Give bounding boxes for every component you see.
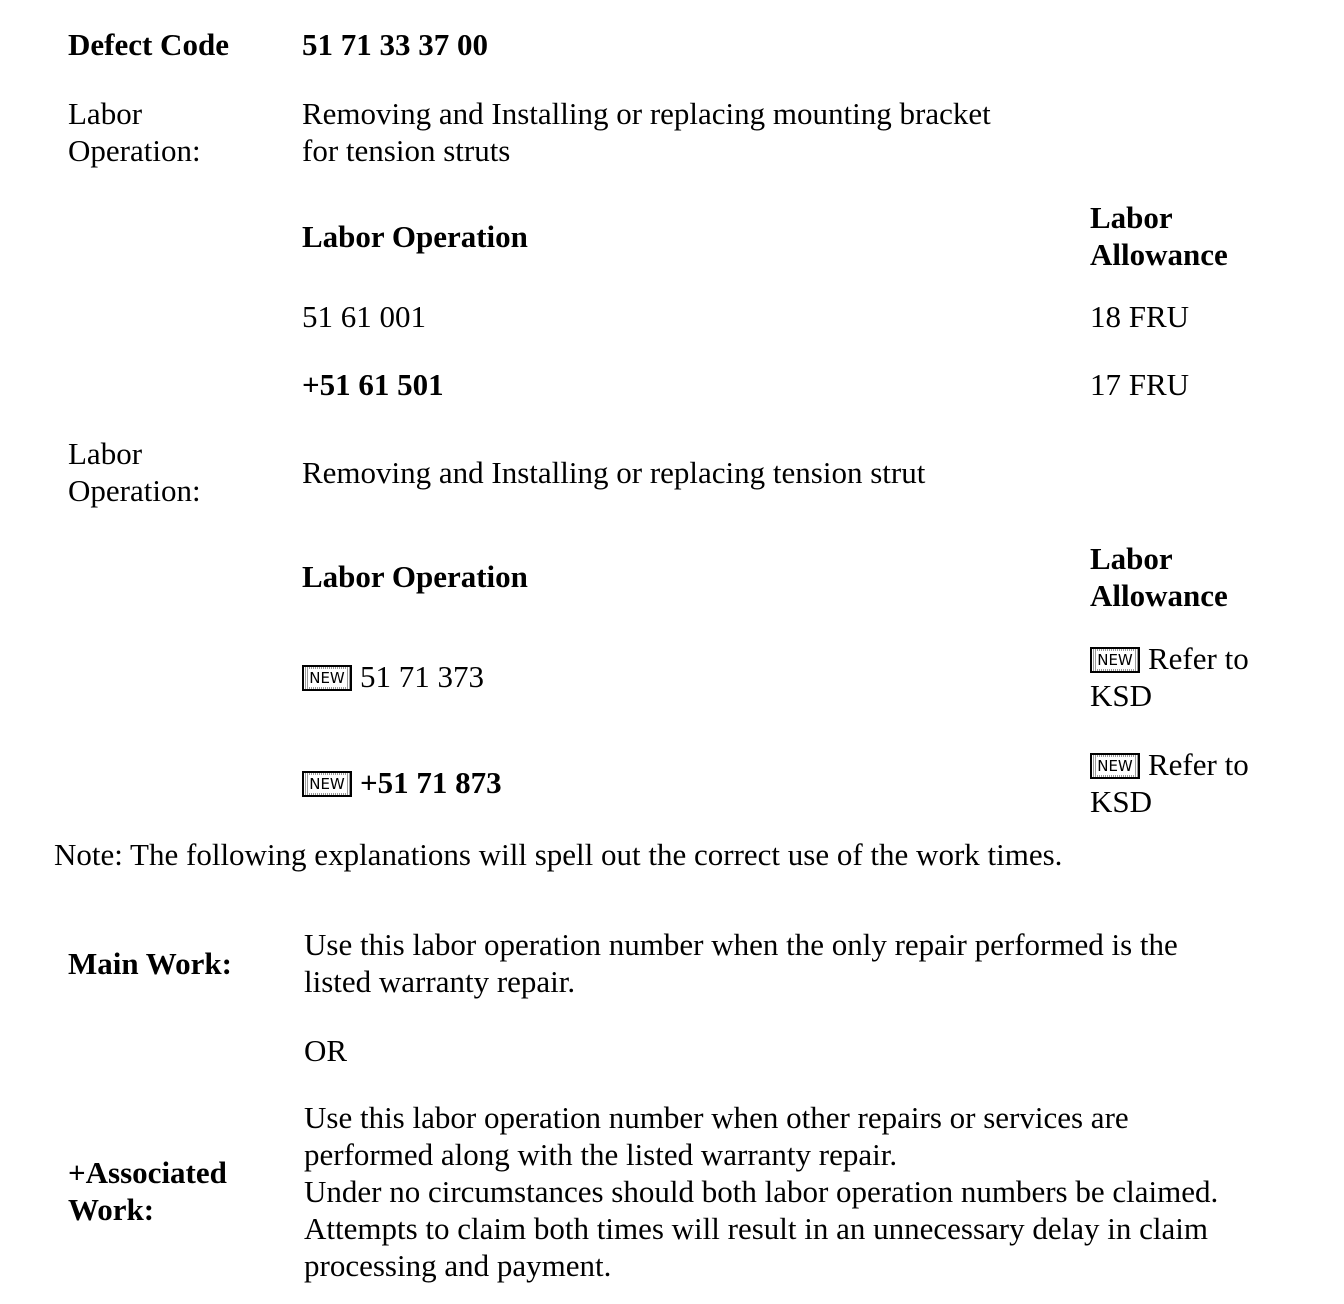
section2-row2-allowance-line1: Refer to [1148, 747, 1249, 782]
section2-row2-operation: +51 71 873 [360, 765, 502, 800]
section2-row1-allowance-line1-cell [1090, 640, 1249, 677]
section2-row2-allowance-line2: KSD [1090, 784, 1153, 819]
section1-description-line1: Removing and Installing or replacing mounting bracket [302, 96, 991, 131]
section2-header-allowance-line2: Allowance [1090, 578, 1228, 613]
associated-work-label-line1: +Associated [68, 1155, 227, 1190]
section2-label-line1: Labor [68, 436, 143, 471]
section2-row1-operation-cell [302, 658, 484, 695]
section2-header-labor-operation: Labor Operation [302, 559, 528, 594]
new-badge-text: NEW [1097, 757, 1133, 775]
section1-label-line2: Operation: [68, 133, 201, 168]
section1-row2-operation: +51 61 501 [302, 367, 444, 402]
section1-header-labor-operation: Labor Operation [302, 219, 528, 254]
section1-row1-operation: 51 61 001 [302, 299, 426, 334]
section1-header-allowance-line1: Labor [1090, 200, 1173, 235]
section1-row1-allowance: 18 FRU [1090, 299, 1190, 334]
main-work-label: Main Work: [68, 946, 232, 981]
main-work-line1: Use this labor operation number when the only repair performed is the [304, 927, 1178, 962]
section2-row1-allowance-line2: KSD [1090, 678, 1153, 713]
new-badge-icon [1090, 647, 1140, 673]
defect-code-label: Defect Code [68, 27, 229, 62]
associated-work-line2: performed along with the listed warranty repair. [304, 1137, 898, 1172]
section2-row2-operation-cell [302, 764, 502, 801]
section1-header-allowance-line2: Allowance [1090, 237, 1228, 272]
associated-work-line1: Use this labor operation number when other repairs or services are [304, 1100, 1129, 1135]
new-badge-icon [1090, 753, 1140, 779]
new-badge-text: NEW [309, 775, 345, 793]
associated-work-label-line2: Work: [68, 1192, 155, 1227]
new-badge-icon [302, 771, 352, 797]
section2-header-allowance-line1: Labor [1090, 541, 1173, 576]
section2-label-line2: Operation: [68, 473, 201, 508]
new-badge-text: NEW [309, 669, 345, 687]
associated-work-line4: Attempts to claim both times will result in an unnecessary delay in claim [304, 1211, 1208, 1246]
section1-description-line2: for tension struts [302, 133, 511, 168]
section1-label-line1: Labor [68, 96, 143, 131]
section1-row2-allowance: 17 FRU [1090, 367, 1190, 402]
section2-description: Removing and Installing or replacing tension strut [302, 455, 926, 490]
new-badge-text: NEW [1097, 651, 1133, 669]
note-text: Note: The following explanations will spell out the correct use of the work times. [54, 837, 1063, 872]
section2-row2-allowance-line1-cell [1090, 746, 1249, 783]
section2-row1-allowance-line1: Refer to [1148, 641, 1249, 676]
main-work-line2: listed warranty repair. [304, 964, 576, 999]
associated-work-line3: Under no circumstances should both labor operation numbers be claimed. [304, 1174, 1219, 1209]
new-badge-icon [302, 665, 352, 691]
section2-row1-operation: 51 71 373 [360, 659, 484, 694]
or-text: OR [304, 1033, 348, 1068]
defect-code-value: 51 71 33 37 00 [302, 27, 488, 62]
associated-work-line5: processing and payment. [304, 1248, 612, 1283]
